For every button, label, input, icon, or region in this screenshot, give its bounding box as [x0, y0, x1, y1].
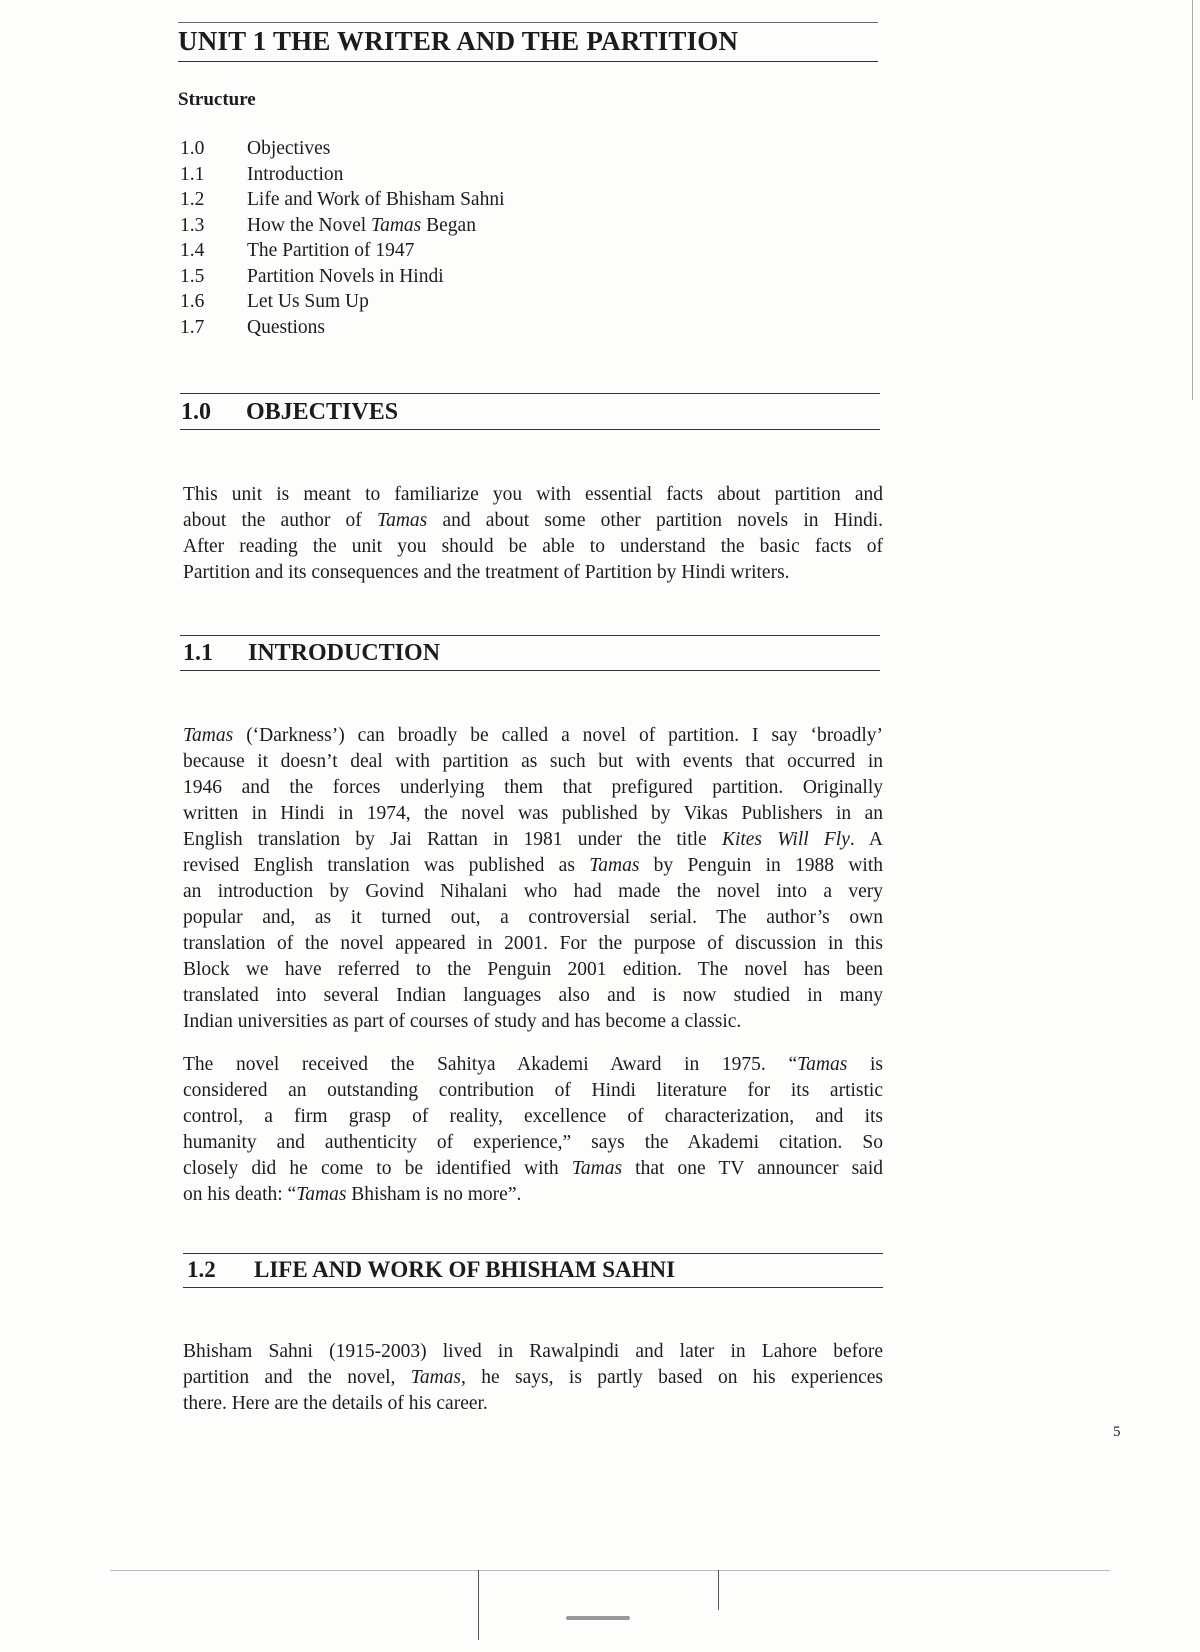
section-number: 1.2	[187, 1257, 216, 1282]
section-rule-bottom	[180, 429, 880, 430]
section-heading-introduction	[183, 640, 440, 667]
toc-label: Objectives	[247, 138, 331, 159]
text-line: The novel received the Sahitya Akademi Award in 1975. “Tamas is	[183, 1054, 883, 1075]
toc-number: 1.5	[180, 265, 205, 287]
life-work-paragraph	[183, 1339, 883, 1417]
toc-number: 1.0	[180, 138, 205, 159]
text-line: there. Here are the details of his career.	[183, 1393, 488, 1414]
objectives-paragraph	[183, 482, 883, 586]
text-line: After reading the unit you should be able to understand the basic facts of	[183, 536, 883, 557]
section-rule-top	[183, 1253, 883, 1254]
section-rule-top	[180, 635, 880, 636]
structure-heading: Structure	[178, 89, 256, 110]
text-line: an introduction by Govind Nihalani who had made the novel into a very	[183, 881, 883, 902]
toc-item	[180, 138, 505, 164]
toc-item	[180, 317, 505, 343]
text-line: considered an outstanding contribution of Hindi literature for its artistic	[183, 1080, 883, 1101]
top-rule	[178, 22, 878, 23]
section-heading-life-work	[187, 1257, 675, 1283]
text-line: closely did he come to be identified with Tamas that one TV announcer said	[183, 1158, 884, 1179]
text-line: control, a firm grasp of reality, excellence of characterization, and its	[183, 1106, 883, 1127]
scan-bottom-line	[110, 1570, 1110, 1571]
text-line: English translation by Jai Rattan in 1981 under the title Kites Will Fly. A	[183, 829, 883, 850]
scan-edge-mark	[1192, 0, 1193, 400]
toc-label: How the Novel Tamas Began	[247, 214, 476, 236]
text-line: translation of the novel appeared in 2001. For the purpose of discussion in this	[183, 933, 883, 954]
section-number: 1.0	[181, 399, 211, 425]
text-line: Partition and its consequences and the treatment of Partition by Hindi writers.	[183, 562, 790, 583]
unit-title: UNIT 1 THE WRITER AND THE PARTITION	[178, 26, 739, 56]
section-title: LIFE AND WORK OF BHISHAM SAHNI	[254, 1257, 676, 1282]
toc-label: Life and Work of Bhisham Sahni	[247, 189, 505, 210]
section-rule-bottom	[180, 670, 880, 671]
section-rule-bottom	[183, 1287, 883, 1288]
section-title: OBJECTIVES	[246, 399, 399, 425]
toc-label: Partition Novels in Hindi	[247, 265, 444, 287]
scan-smudge	[566, 1616, 630, 1620]
toc-label: Let Us Sum Up	[247, 291, 369, 312]
title-underline	[178, 61, 878, 62]
toc-item	[180, 240, 505, 266]
toc-label: The Partition of 1947	[247, 240, 415, 261]
toc-number: 1.2	[180, 189, 205, 210]
text-line: about the author of Tamas and about some other partition novels in Hindi.	[183, 510, 883, 531]
toc-item	[180, 164, 505, 190]
text-line: Block we have referred to the Penguin 2001 edition. The novel has been	[183, 959, 883, 980]
section-rule-top	[180, 393, 880, 394]
text-line: Tamas (‘Darkness’) can broadly be called a novel of partition. I say ‘broadly’	[183, 725, 883, 746]
text-line: partition and the novel, Tamas, he says, is partly based on his experiences	[183, 1367, 883, 1388]
text-line: because it doesn’t deal with partition as such but with events that occurred in	[183, 751, 883, 772]
introduction-paragraph-1	[183, 723, 883, 1035]
text-line: This unit is meant to familiarize you with essential facts about partition and	[183, 484, 883, 505]
text-line: written in Hindi in 1974, the novel was published by Vikas Publishers in an	[183, 803, 883, 824]
text-line: popular and, as it turned out, a controversial serial. The author’s own	[183, 907, 883, 928]
toc-item	[180, 189, 505, 215]
section-title: INTRODUCTION	[248, 640, 441, 666]
toc-number: 1.4	[180, 240, 205, 261]
text-line: revised English translation was published as Tamas by Penguin in 1988 with	[183, 855, 883, 876]
toc-item	[180, 266, 505, 292]
toc-number: 1.7	[180, 316, 205, 338]
section-heading-objectives	[181, 399, 398, 426]
text-line: on his death: “Tamas Bhisham is no more”.	[183, 1184, 522, 1205]
introduction-paragraph-2	[183, 1052, 883, 1208]
toc-number: 1.6	[180, 291, 205, 312]
toc-number: 1.3	[180, 214, 205, 236]
toc-item	[180, 215, 505, 241]
text-line: Bhisham Sahni (1915-2003) lived in Rawalpindi and later in Lahore before	[183, 1341, 883, 1362]
scan-fold-mark	[478, 1570, 479, 1640]
text-line: 1946 and the forces underlying them that prefigured partition. Originally	[183, 777, 883, 798]
toc-number: 1.1	[180, 163, 205, 185]
section-number: 1.1	[183, 640, 213, 666]
text-line: Indian universities as part of courses of study and has become a classic.	[183, 1011, 742, 1032]
page-number: 5	[1113, 1424, 1121, 1440]
toc-label: Introduction	[247, 163, 344, 185]
text-line: humanity and authenticity of experience,” says the Akademi citation. So	[183, 1132, 883, 1153]
scan-fold-mark	[718, 1570, 719, 1610]
table-of-contents	[180, 138, 505, 342]
toc-label: Questions	[247, 316, 325, 338]
toc-item	[180, 291, 505, 317]
text-line: translated into several Indian languages also and is now studied in many	[183, 985, 883, 1006]
